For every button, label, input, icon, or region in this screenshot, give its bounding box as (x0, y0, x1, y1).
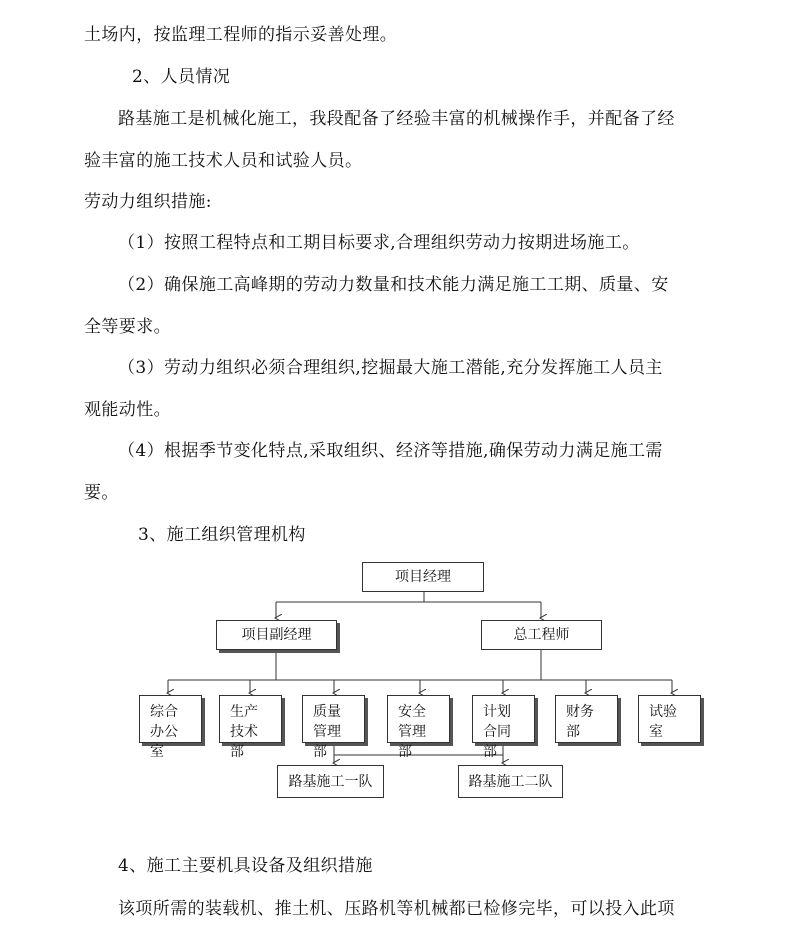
section-heading: 3、施工组织管理机构 (138, 525, 306, 545)
text-line: （1）按照工程特点和工期目标要求,合理组织劳动力按期进场施工。 (118, 233, 640, 253)
org-chart-connectors (0, 555, 793, 815)
org-node-safety-mgmt: 安全管理部 (387, 695, 450, 743)
text-line: （4）根据季节变化特点,采取组织、经济等措施,确保劳动力满足施工需 (118, 441, 663, 461)
text-line: 劳动力组织措施: (84, 192, 212, 212)
text-line: 该项所需的装载机、推土机、压路机等机械都已检修完毕，可以投入此项 (118, 899, 675, 919)
org-node-project-manager: 项目经理 (362, 562, 484, 592)
section-heading: 4、施工主要机具设备及组织措施 (118, 856, 373, 876)
text-line: 全等要求。 (84, 317, 171, 337)
text-line: 验丰富的施工技术人员和试验人员。 (84, 151, 363, 171)
org-node-laboratory: 试验室 (638, 695, 701, 743)
section-heading: 2、人员情况 (132, 67, 231, 87)
text-line: （3）劳动力组织必须合理组织,挖掘最大施工潜能,充分发挥施工人员主 (118, 358, 663, 378)
org-node-chief-engineer: 总工程师 (481, 620, 602, 650)
org-node-finance: 财务部 (555, 695, 618, 743)
org-node-deputy-manager: 项目副经理 (216, 620, 337, 650)
text-line: 要。 (84, 483, 119, 503)
text-line: 土场内，按监理工程师的指示妥善处理。 (84, 25, 398, 45)
org-node-quality-mgmt: 质量管理部 (302, 695, 365, 743)
org-node-team-2: 路基施工二队 (458, 765, 563, 798)
org-node-team-1: 路基施工一队 (277, 765, 384, 798)
org-node-production-tech: 生产技术部 (219, 695, 282, 743)
text-line: 观能动性。 (84, 400, 171, 420)
org-chart (0, 555, 793, 815)
org-node-general-office: 综合办公室 (139, 695, 202, 743)
org-node-plan-contract: 计划合同部 (472, 695, 535, 743)
text-line: 路基施工是机械化施工，我段配备了经验丰富的机械操作手，并配备了经 (118, 109, 675, 129)
text-line: （2）确保施工高峰期的劳动力数量和技术能力满足施工工期、质量、安 (118, 275, 669, 295)
